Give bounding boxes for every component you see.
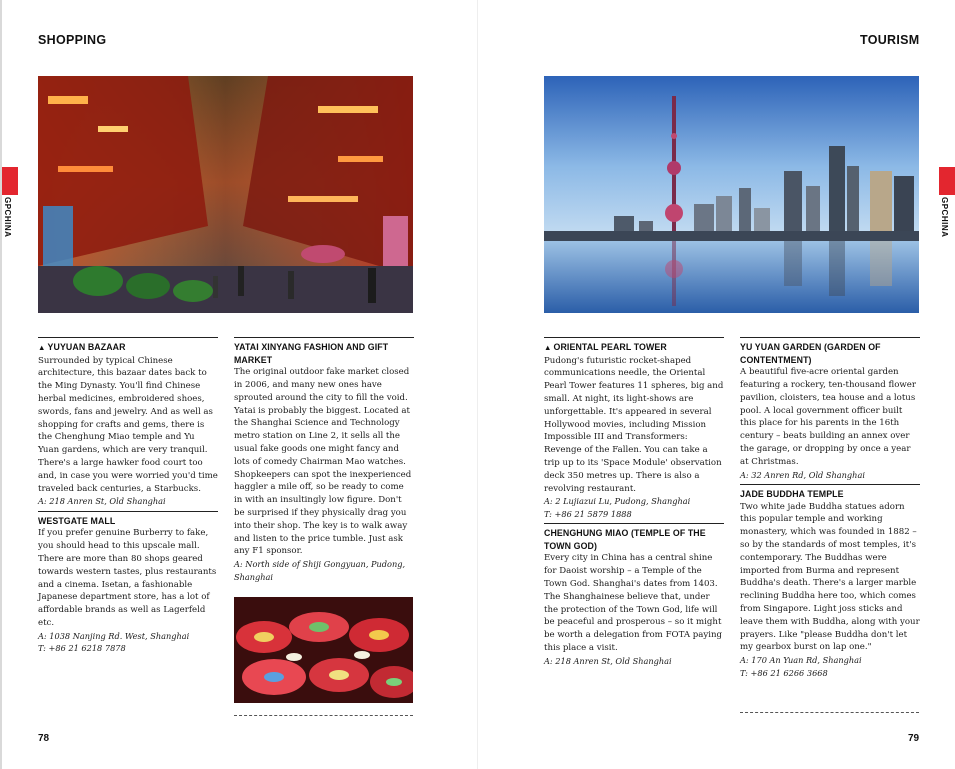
right-side-tab (939, 167, 955, 238)
pudong-skyline-photo (544, 76, 919, 313)
entry-body: A beautiful five-acre oriental garden featuring a rockery, ten-thousand flower pavilion, cloisters, tea house and a lotus pool. A local government officer built this place for his parents in the 16th century – beats building an annex over the garage, or dropping by once a year at Christmas. (740, 367, 916, 467)
entry-rule (740, 484, 920, 485)
entry-rule (740, 337, 920, 338)
entry-address: A: 218 Anren St, Old Shanghai (38, 496, 166, 507)
entry-address: A: 2 Lujiazui Lu, Pudong, Shanghai (544, 496, 691, 507)
entry-rule (38, 511, 218, 512)
entry-body: Pudong's futuristic rocket-shaped communications needle, the Oriental Pearl Tower features 11 spheres, big and small. At night, its light-shows are unforgettable. It's appeared in several Hollywood movies, including Mission Impossible III and Transformers: Revenge of the Fallen. You can take a trip up to its 'Space Module' observation deck 350 metres up. There is also a revolving restaurant. (544, 355, 724, 494)
entry-rule (38, 337, 218, 338)
entry-address: A: 32 Anren Rd, Old Shanghai (740, 469, 865, 480)
entry-body: Every city in China has a central shine for Daoist worship – a Temple of the Town God. Shanghai's dates from 1403. The Shanghainese believe that, under the protection of the Town God, life will be peaceful and prosperous – so it might be worth a delegation from FOTA paying this place a visit. (544, 553, 723, 653)
entry-address: A: 1038 Nanjing Rd. West, Shanghai (38, 630, 190, 641)
right-column-1 (544, 337, 724, 670)
entry-telephone: T: +86 21 6266 3668 (740, 667, 828, 678)
entry-title: ▲ ORIENTAL PEARL TOWER (544, 342, 667, 352)
entry-chenghung-miao (544, 523, 724, 667)
right-tab-label: GPCHINA (940, 197, 949, 238)
entry-title: JADE BUDDHA TEMPLE (740, 488, 844, 499)
left-tab-label: GPCHINA (3, 197, 12, 238)
entry-rule (234, 337, 414, 338)
left-page-number: 78 (38, 733, 50, 744)
entry-body: If you prefer genuine Burberry to fake, you should head to this upscale mall. There are more than 80 shops geared towards western tastes, plus restaurants and a cinema. Isetan, a fashionable Japanese department store, has a lot of affordable brands as well as Lagerfeld etc. (38, 528, 217, 628)
entry-title: WESTGATE MALL (38, 515, 116, 526)
right-page-number: 79 (908, 733, 920, 744)
entry-westgate-mall (38, 511, 218, 655)
entry-title: YATAI XINYANG FASHION AND GIFT MARKET (234, 342, 389, 365)
entry-yatai-market (234, 337, 414, 583)
entry-address: A: North side of Shiji Gongyuan, Pudong, Shanghai (234, 559, 406, 582)
entry-telephone: T: +86 21 6218 7878 (38, 643, 126, 654)
entry-address: A: 170 An Yuan Rd, Shanghai (740, 655, 862, 666)
left-section-heading: SHOPPING (38, 33, 107, 47)
column-end-rule (234, 715, 413, 716)
entry-jade-buddha-temple (740, 484, 920, 679)
entry-rule (544, 523, 724, 524)
page-edge (0, 0, 2, 769)
triangle-marker-icon: ▲ (544, 343, 552, 352)
entry-telephone: T: +86 21 5879 1888 (544, 508, 632, 519)
entry-body: Surrounded by typical Chinese architecture, this bazaar dates back to the Ming Dynasty. You'll find Chinese herbal medicines, embroidered shoes, swords, fans and jewelry. And as well as shopping for crafts and gems, there is the Chenghung Miao temple and Yu Yuan gardens, which are very tranquil. There's a large hawker food court too and, in case you were worried you'd time traveled back centuries, a Starbucks. (38, 355, 218, 494)
entry-address: A: 218 Anren St, Old Shanghai (544, 655, 672, 666)
right-section-heading: TOURISM (860, 33, 920, 47)
left-side-tab (2, 167, 18, 238)
tab-red-marker (2, 167, 18, 195)
entry-yu-yuan-garden (740, 337, 920, 481)
entry-oriental-pearl-tower (544, 337, 724, 520)
entry-yuyuan-bazaar (38, 337, 218, 508)
entry-body: The original outdoor fake market closed in 2006, and many new ones have sprouted around the city to fill the void. Yatai is probably the biggest. Located at the Shanghai Science and Technology metro station on Line 2, it sells all the usual fake goods one might fancy and lots of comedy Chairman Mao watches. Shopkeepers can spot the inexperienced haggler a mile off, so be ready to come in with an insultingly low figure. Don't be surprised if they physically drag you into their shop. The key is to walk away and listen to the price tumble. Just ask any F1 sponsor. (234, 367, 412, 557)
left-column-1 (38, 337, 218, 658)
entry-body: Two white jade Buddha statues adorn this popular temple and working monastery, which was founded in 1882 – so by the standards of most temples, it's contemporary. The Buddhas were imported from Burma and represent Buddha's death. There's a larger marble reclining Buddha here too, which comes from Singapore. Light joss sticks and leave them with Buddha, along with your prayers. Like "please Buddha don't let my gearbox burst on lap one." (740, 501, 920, 653)
center-gutter (477, 0, 478, 769)
entry-title: ▲ YUYUAN BAZAAR (38, 342, 126, 352)
right-column-2 (740, 337, 920, 682)
entry-rule (544, 337, 724, 338)
tab-red-marker (939, 167, 955, 195)
yuyuan-bazaar-photo (38, 76, 413, 313)
embroidered-shoes-photo (234, 597, 413, 703)
column-end-rule (740, 712, 919, 713)
left-column-2 (234, 337, 414, 586)
entry-title: CHENGHUNG MIAO (TEMPLE OF THE TOWN GOD) (544, 528, 706, 551)
entry-title: YU YUAN GARDEN (GARDEN OF CONTENTMENT) (740, 342, 881, 365)
triangle-marker-icon: ▲ (38, 343, 46, 352)
